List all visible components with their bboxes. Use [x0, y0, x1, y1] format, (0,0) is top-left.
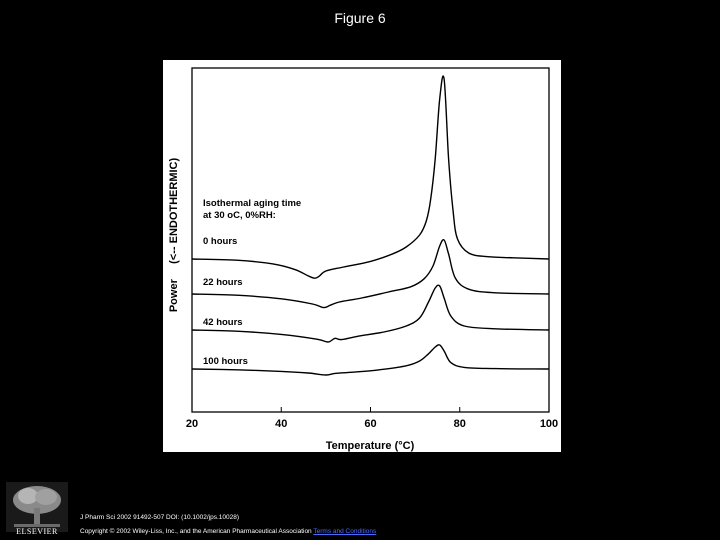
y-axis-label: Power (<-- ENDOTHERMIC) — [168, 157, 180, 313]
annotation-line-2: at 30 oC, 0%RH: — [203, 210, 276, 221]
series-label-0-hours: 0 hours — [203, 236, 238, 247]
citation-text: J Pharm Sci 2002 91492-507 DOI: (10.1002/jps.10028) — [80, 514, 239, 521]
copyright-text: Copyright © 2002 Wiley-Liss, Inc., and the American Pharmaceutical Association — [80, 528, 312, 535]
dsc-thermogram-chart — [163, 60, 561, 452]
series-line-0-hours — [192, 76, 549, 278]
x-tick-label-80: 80 — [453, 418, 466, 430]
x-axis-label: Temperature (°C) — [325, 440, 415, 452]
figure-panel — [163, 60, 561, 452]
x-tick-label-100: 100 — [539, 418, 559, 430]
series-label-100-hours: 100 hours — [203, 356, 248, 367]
copyright-line — [80, 528, 376, 535]
elsevier-logo-text: ELSEVIER — [16, 527, 58, 536]
series-line-22-hours — [192, 240, 549, 308]
series-line-42-hours — [192, 285, 549, 342]
annotation-line-1: Isothermal aging time — [203, 198, 302, 209]
x-tick-label-20: 20 — [185, 418, 199, 430]
x-tick-label-60: 60 — [364, 418, 377, 430]
x-tick-label-40: 40 — [275, 418, 288, 430]
series-label-42-hours: 42 hours — [203, 317, 243, 328]
terms-and-conditions-link[interactable]: Terms and Conditions — [313, 528, 377, 535]
series-label-22-hours: 22 hours — [203, 277, 243, 288]
slide-title: Figure 6 — [334, 10, 386, 26]
